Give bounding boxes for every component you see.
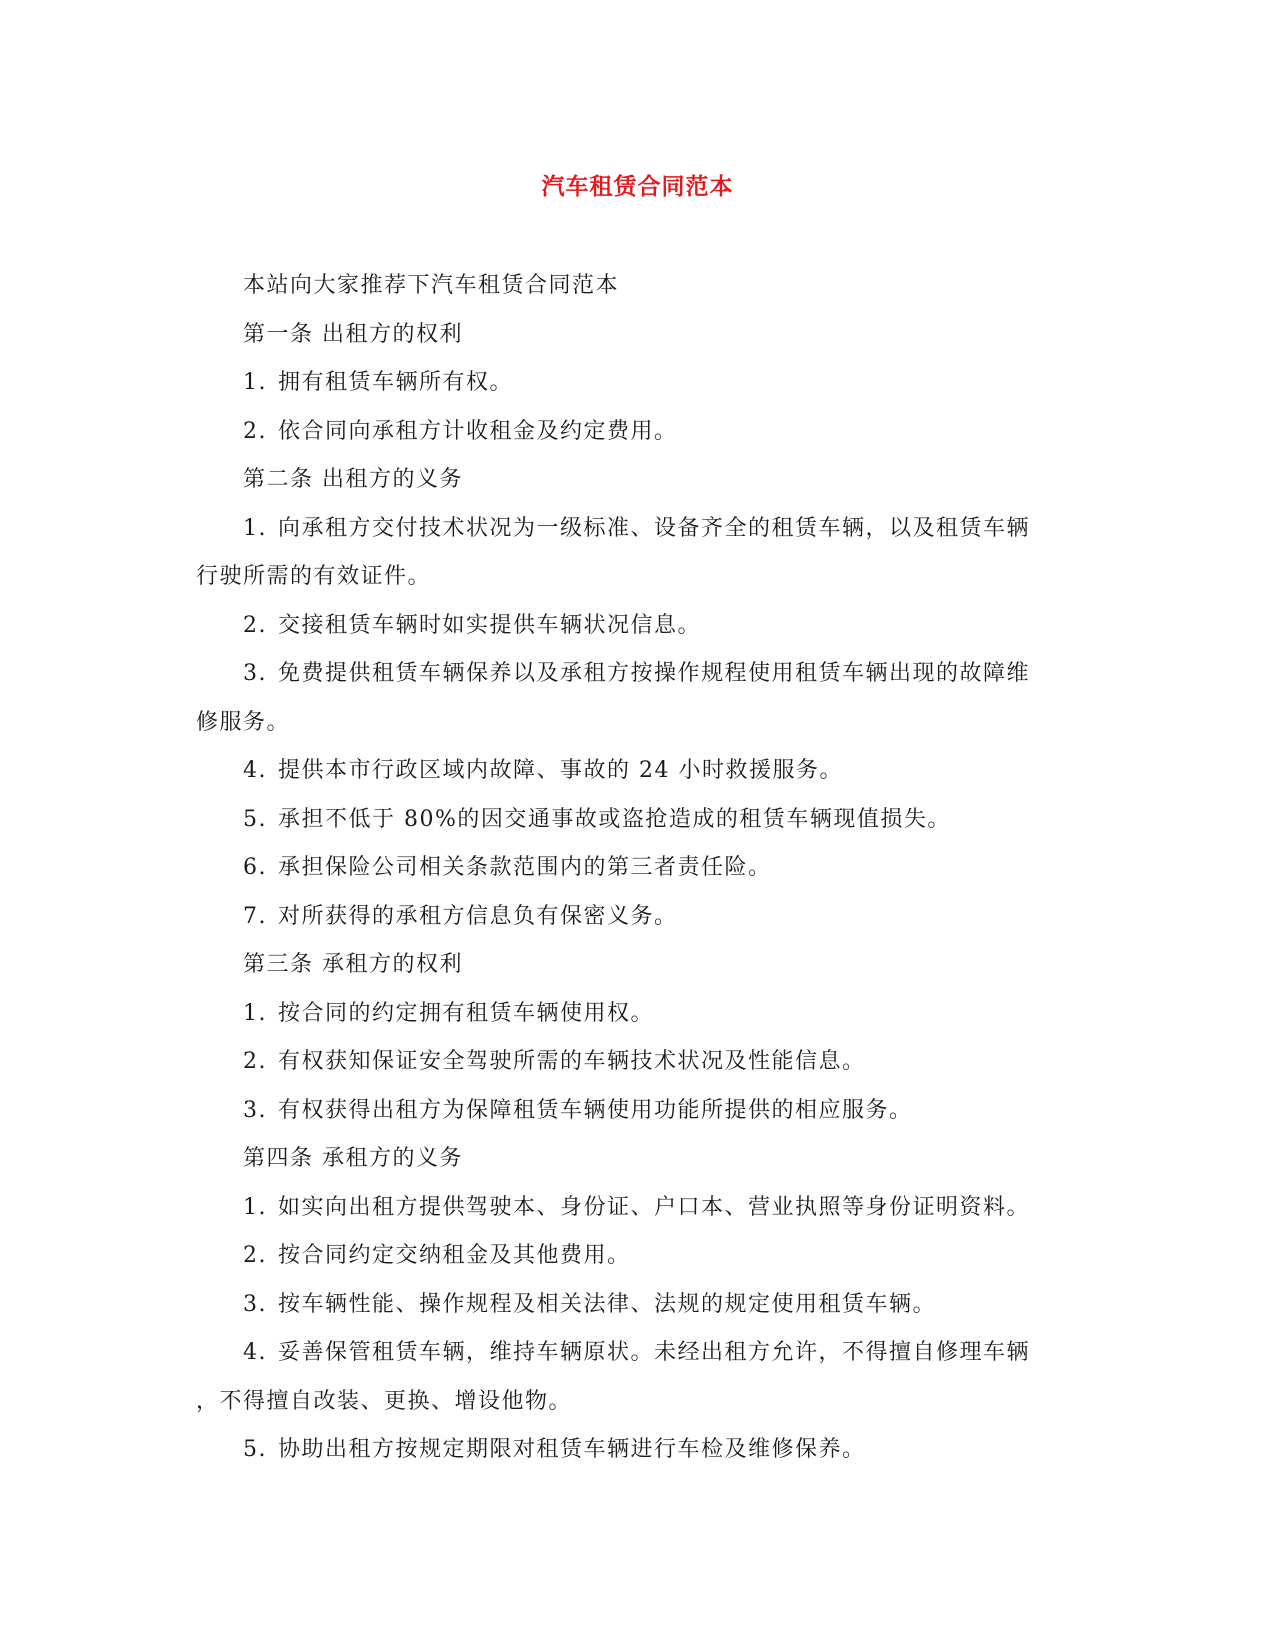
item-text: 依合同向承租方计收租金及约定费用。 [278, 418, 678, 444]
item-text: 按车辆性能、操作规程及相关法律、法规的规定使用租赁车辆。 [278, 1291, 937, 1317]
list-item [196, 1329, 1086, 1378]
list-item [196, 1184, 1086, 1233]
item-number: 4. [243, 1340, 267, 1365]
list-item [196, 1038, 1086, 1087]
item-text: 免费提供租赁车辆保养以及承租方按操作规程使用租赁车辆出现的故障维 [278, 661, 1031, 686]
item-number: 2. [243, 612, 267, 638]
document-title: 汽车租赁合同范本 [541, 173, 734, 200]
item-text: 按合同的约定拥有租赁车辆使用权。 [278, 1000, 655, 1026]
item-number: 1. [243, 1000, 267, 1026]
item-number: 5. [243, 1437, 267, 1462]
item-text: 有权获得出租方为保障租赁车辆使用功能所提供的相应服务。 [278, 1097, 913, 1123]
paragraph-line: 第四条 承租方的义务 [243, 1146, 463, 1171]
document-body [196, 262, 1086, 1475]
list-item [196, 1232, 1086, 1281]
list-item [196, 747, 1086, 796]
list-item [196, 796, 1086, 845]
item-number: 1. [243, 370, 267, 395]
list-item [196, 1087, 1086, 1136]
list-item [196, 1426, 1086, 1475]
list-item [196, 893, 1086, 942]
continuation-line: ，不得擅自改装、更换、增设他物。 [196, 1388, 573, 1414]
item-number: 1. [243, 1194, 267, 1220]
list-item [196, 844, 1086, 893]
item-number: 3. [243, 1097, 267, 1123]
item-text: 有权获知保证安全驾驶所需的车辆技术状况及性能信息。 [278, 1049, 866, 1074]
item-number: 5. [243, 806, 267, 832]
list-item [196, 408, 1086, 457]
continuation-line: 修服务。 [196, 709, 291, 735]
paragraph-line: 本站向大家推荐下汽车租赁合同范本 [243, 273, 620, 298]
paragraph-line: 第一条 出租方的权利 [243, 321, 463, 347]
item-text: 承担不低于 80%的因交通事故或盗抢造成的租赁车辆现值损失。 [278, 806, 951, 832]
item-text: 妥善保管租赁车辆，维持车辆原状。未经出租方允许，不得擅自修理车辆 [278, 1340, 1031, 1365]
list-item [196, 602, 1086, 651]
item-text: 提供本市行政区域内故障、事故的 24 小时救援服务。 [278, 758, 843, 783]
item-text: 拥有租赁车辆所有权。 [278, 370, 514, 395]
item-text: 对所获得的承租方信息负有保密义务。 [278, 903, 678, 929]
item-text: 向承租方交付技术状况为一级标准、设备齐全的租赁车辆，以及租赁车辆 [278, 515, 1031, 541]
item-number: 2. [243, 1243, 267, 1268]
item-number: 1. [243, 515, 267, 541]
item-number: 7. [243, 903, 267, 929]
continuation-line: 行驶所需的有效证件。 [196, 564, 432, 589]
item-text: 协助出租方按规定期限对租赁车辆进行车检及维修保养。 [278, 1437, 866, 1462]
item-number: 2. [243, 418, 267, 444]
paragraph-line: 第二条 出租方的义务 [243, 467, 463, 492]
item-number: 3. [243, 1291, 267, 1317]
list-item [196, 505, 1086, 554]
item-text: 交接租赁车辆时如实提供车辆状况信息。 [278, 612, 702, 638]
list-item [196, 990, 1086, 1039]
list-item [196, 359, 1086, 408]
item-text: 承担保险公司相关条款范围内的第三者责任险。 [278, 855, 772, 880]
list-item [196, 650, 1086, 699]
item-text: 如实向出租方提供驾驶本、身份证、户口本、营业执照等身份证明资料。 [278, 1194, 1031, 1220]
paragraph-line: 第三条 承租方的权利 [243, 952, 463, 977]
list-item [196, 1281, 1086, 1330]
item-number: 3. [243, 661, 267, 686]
item-number: 4. [243, 758, 267, 783]
item-text: 按合同约定交纳租金及其他费用。 [278, 1243, 631, 1268]
item-number: 2. [243, 1049, 267, 1074]
item-number: 6. [243, 855, 267, 880]
